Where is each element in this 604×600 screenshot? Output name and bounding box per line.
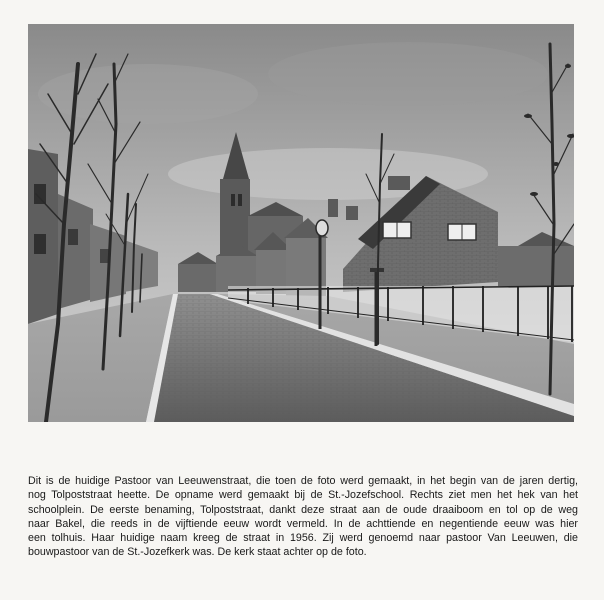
caption-line-1: Dit is de huidige Pastoor van Leeuwenstraat, die toen de foto werd gemaakt, in het begin van de jaren dertig,	[28, 475, 578, 487]
caption-line-3: schoolplein. De eerste benaming, Tolpoststraat, dankt deze straat aan de oude draaiboom en tol op de weg	[28, 503, 578, 516]
photo-caption	[28, 474, 578, 560]
caption-line-5: een tolhuis. Haar huidige naam kreeg de straat in 1956. Zij werd genoemd naar pastoor Van Leeuwen, die	[28, 532, 578, 545]
caption-line-4: naar Bakel, die reeds in de vijftiende eeuw wordt vermeld. In de achttiende en negentiende eeuw was hier	[28, 517, 578, 530]
photo-illustration	[28, 24, 574, 422]
street-photograph	[28, 24, 574, 422]
caption-line-6: bouwpastoor van de St.-Jozefkerk was. De kerk staat achter op de foto.	[28, 546, 367, 559]
caption-line-2: nog Tolpoststraat heette. De opname werd gemaakt bij de St.-Jozefschool. Rechts ziet men het hek van het	[28, 489, 578, 502]
